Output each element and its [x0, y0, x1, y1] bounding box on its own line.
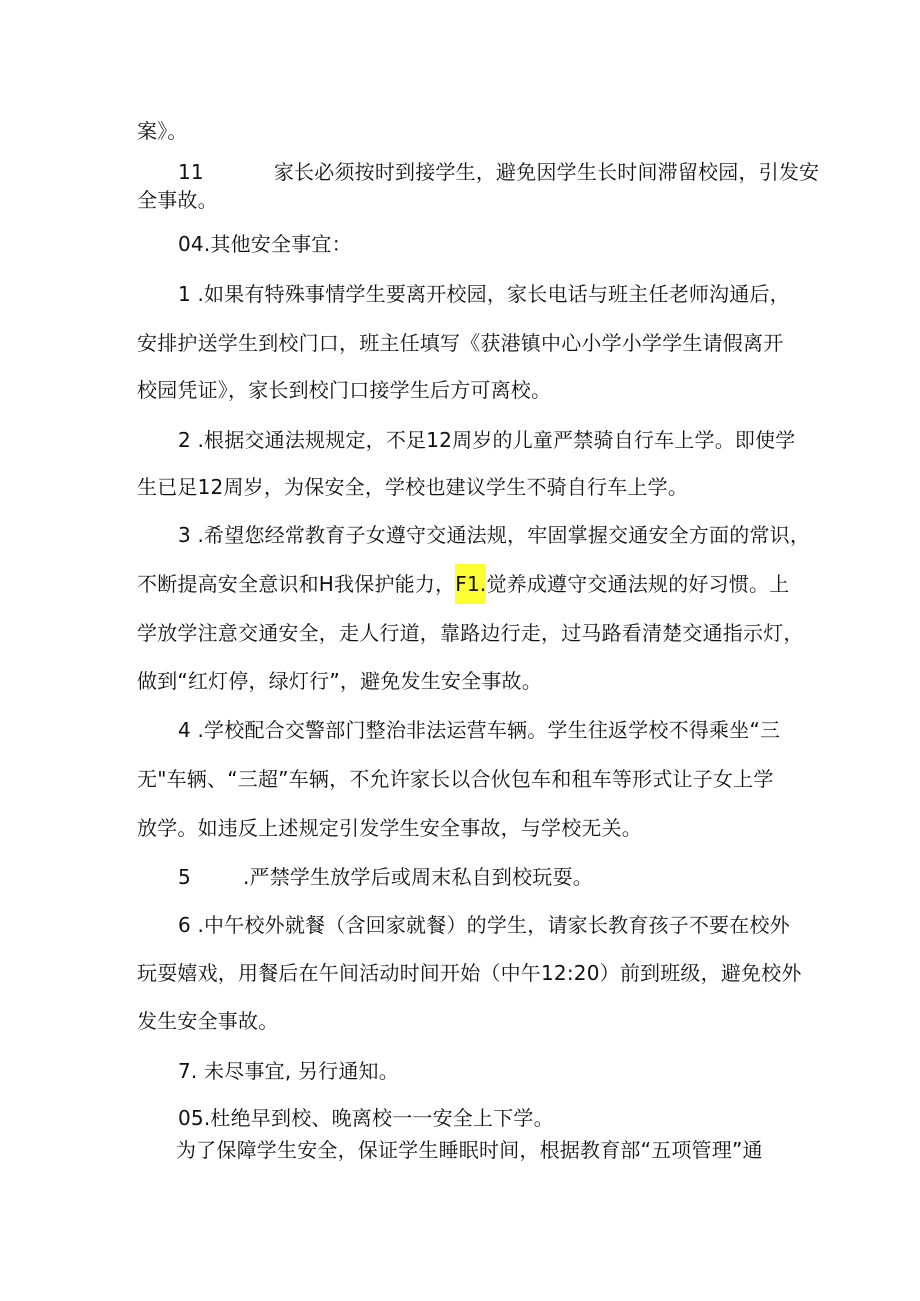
section-heading-05: 05.杜绝早到校、晚离校一一安全上下学。	[178, 1106, 554, 1130]
list-item-3: 3 .希望您经常教育子女遵守交通法规，牢固掌握交通安全方面的常识，	[178, 523, 811, 547]
list-item-2: 2 .根据交通法规规定，不足12周岁的儿童严禁骑自行车上学。即使学	[178, 428, 796, 452]
list-item-5	[178, 863, 798, 891]
list-item-1: 1 .如果有特殊事情学生要离开校园，家长电话与班主任老师沟通后，	[178, 282, 790, 306]
text-line	[137, 570, 797, 598]
list-item-6: 6 .中午校外就餐（含回家就餐）的学生，请家长教育孩子不要在校外	[178, 913, 790, 937]
text-line: 案》。	[137, 119, 188, 143]
text-line: 无"车辆、“三超”车辆，不允许家长以合伙包车和租车等形式让子女上学	[137, 767, 774, 791]
item-number: 11	[178, 160, 204, 184]
text-line: 生已足12周岁，为保安全，学校也建议学生不骑自行车上学。	[137, 475, 689, 499]
text-line: 发生安全事故。	[137, 1009, 279, 1033]
text-line: 放学。如违反上述规定引发学生安全事故，与学校无关。	[137, 816, 642, 840]
highlighted-text: F1.	[455, 564, 486, 604]
text-line: 安排护送学生到校门口，班主任填写《获港镇中心小学小学学生请假离开	[137, 331, 784, 355]
text-line: 做到“红灯停，绿灯行”，避免发生安全事故。	[137, 669, 542, 693]
text-line: 学放学注意交通安全，走人行道，靠路边行走，过马路看清楚交通指示灯，	[137, 621, 804, 645]
text-line: 全事故。	[137, 188, 218, 212]
text-line: 校园凭证》，家长到校门口接学生后方可离校。	[137, 378, 552, 402]
list-item-7: 7. 未尽事宜, 另行通知。	[178, 1059, 399, 1083]
line-text: 觉养成遵守交通法规的好习惯。上	[486, 572, 790, 596]
item-number: 5	[178, 865, 191, 889]
item-text: .严禁学生放学后或周末私自到校玩耍。	[242, 865, 593, 889]
paragraph-line: 为了保障学生安全，保证学生睡眠时间，根据教育部“五项管理”通	[176, 1138, 763, 1162]
line-text: 不断提高安全意识和H我保护能力，	[137, 572, 456, 596]
item-text: 家长必须按时到接学生，避免因学生长时间滞留校园，引发安	[273, 160, 820, 184]
section-heading-04: 04.其他安全事宜：	[178, 232, 352, 256]
list-item-4: 4 .学校配合交警部门整治非法运营车辆。学生往返学校不得乘坐“三	[178, 718, 781, 742]
text-line: 玩耍嬉戏，用餐后在午间活动时间开始（中午12:20）前到班级，避免校外	[137, 961, 802, 985]
list-item-11	[178, 158, 820, 186]
